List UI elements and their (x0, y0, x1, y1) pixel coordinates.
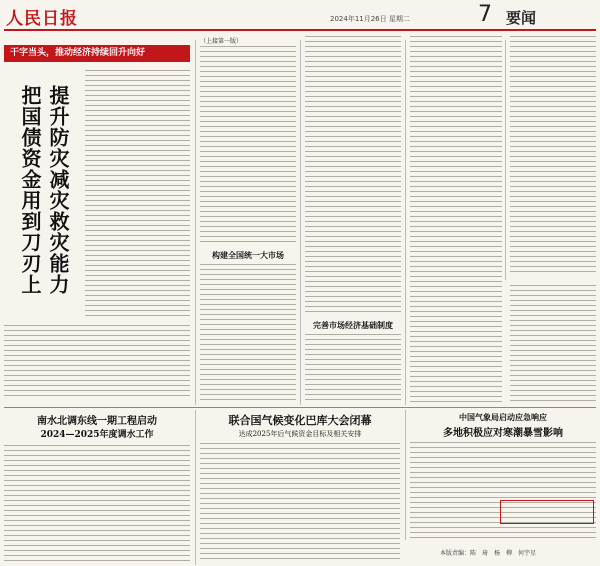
article-text-col3-lower (305, 334, 401, 404)
subheading-market: 构建全国统一大市场 (212, 250, 284, 260)
cma-article-title: 中国气象局启动应急响应 (459, 412, 547, 422)
column-divider (505, 40, 506, 280)
article-text-col1 (85, 70, 190, 320)
article-text-col3 (305, 36, 401, 316)
section-divider (4, 407, 596, 408)
column-divider (405, 40, 406, 405)
page-editors: 本版责编：陈 琦 杨 柳 何宇星 (440, 550, 537, 557)
cma-article-subtitle: 多地积极应对寒潮暴雪影响 (443, 428, 563, 439)
masthead-rule (4, 29, 596, 31)
continued-marker: （上接第一版） (200, 38, 243, 45)
section-name: 要闻 (506, 9, 537, 27)
article-text-col1-lower (4, 325, 190, 400)
headline-secondary: 把国债资金用到刀刃上 (18, 85, 42, 295)
issue-date: 2024年11月26日 星期二 (330, 15, 410, 23)
article-text-col2 (200, 46, 296, 244)
page-number: 7 (478, 2, 492, 27)
climate-article-text (200, 443, 400, 563)
climate-article-title: 联合国气候变化巴库大会闭幕 (228, 414, 372, 427)
newspaper-logo: 人民日报 (6, 9, 78, 29)
article-text-col5-lower (510, 285, 596, 405)
article-text-col2-lower (200, 264, 296, 404)
article-text-col4 (410, 36, 502, 404)
column-banner: 干字当头，推动经济持续回升向好 (4, 45, 190, 62)
water-article-text (4, 445, 190, 563)
water-article-title: 南水北调东线一期工程启动 (37, 416, 157, 427)
subheading-market-system: 完善市场经济基础制度 (313, 320, 393, 330)
column-divider (195, 410, 196, 565)
column-divider (195, 40, 196, 405)
headline-main: 提升防灾减灾救灾能力 (46, 85, 70, 295)
column-divider (405, 410, 406, 540)
climate-article-subtitle: 达成2025年后气候资金目标及相关安排 (238, 430, 362, 438)
column-divider (300, 40, 301, 405)
highlight-box (500, 500, 594, 524)
article-text-col5 (510, 36, 596, 276)
water-article-subtitle: 2024—2025年度调水工作 (40, 430, 154, 440)
